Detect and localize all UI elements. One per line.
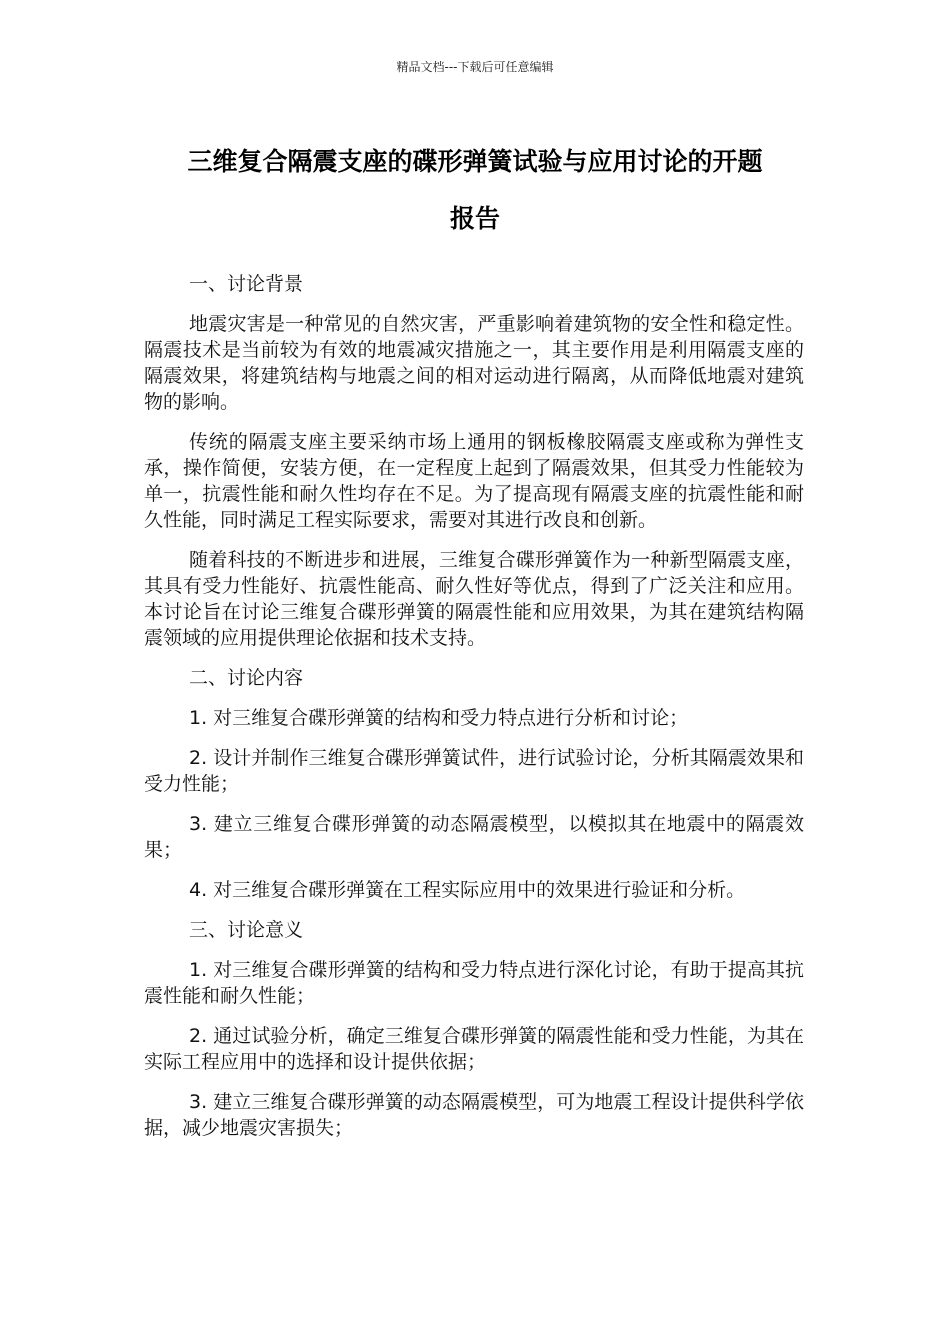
list-item: 4. 对三维复合碟形弹簧在工程实际应用中的效果进行验证和分析。 [189, 879, 746, 901]
section-heading-background: 一、讨论背景 [189, 273, 304, 295]
title-line-2: 报告 [449, 204, 500, 233]
header-note: 精品文档---下载后可任意编辑 [396, 60, 554, 74]
document-title [130, 133, 820, 247]
list-item: 1. 对三维复合碟形弹簧的结构和受力特点进行深化讨论，有助于提高其抗震性能和耐久性能； [144, 959, 804, 1007]
list-item: 2. 通过试验分析，确定三维复合碟形弹簧的隔震性能和受力性能，为其在实际工程应用中的选择和设计提供依据； [144, 1025, 804, 1073]
list-item: 1. 对三维复合碟形弹簧的结构和受力特点进行分析和讨论； [189, 707, 689, 729]
section-heading-significance: 三、讨论意义 [189, 919, 304, 941]
paragraph: 地震灾害是一种常见的自然灾害，严重影响着建筑物的安全性和稳定性。隔震技术是当前较为有效的地震减灾措施之一，其主要作用是利用隔震支座的隔震效果，将建筑结构与地震之间的相对运动进行隔离，从而降低地震对建筑物的影响。 [144, 313, 804, 413]
document-body [144, 271, 804, 1155]
paragraph: 随着科技的不断进步和进展，三维复合碟形弹簧作为一种新型隔震支座，其具有受力性能好、抗震性能高、耐久性好等优点，得到了广泛关注和应用。本讨论旨在讨论三维复合碟形弹簧的隔震性能和应用效果，为其在建筑结构隔震领域的应用提供理论依据和技术支持。 [144, 549, 804, 649]
list-item: 3. 建立三维复合碟形弹簧的动态隔震模型，可为地震工程设计提供科学依据，减少地震灾害损失； [144, 1091, 804, 1139]
title-line-1: 三维复合隔震支座的碟形弹簧试验与应用讨论的开题 [187, 147, 763, 176]
paragraph: 传统的隔震支座主要采纳市场上通用的钢板橡胶隔震支座或称为弹性支承，操作简便，安装方便，在一定程度上起到了隔震效果，但其受力性能较为单一，抗震性能和耐久性均存在不足。为了提高现有隔震支座的抗震性能和耐久性能，同时满足工程实际要求，需要对其进行改良和创新。 [144, 431, 804, 531]
list-item: 3. 建立三维复合碟形弹簧的动态隔震模型，以模拟其在地震中的隔震效果； [144, 813, 804, 861]
section-heading-content: 二、讨论内容 [189, 667, 304, 689]
list-item: 2. 设计并制作三维复合碟形弹簧试件，进行试验讨论，分析其隔震效果和受力性能； [144, 747, 804, 795]
